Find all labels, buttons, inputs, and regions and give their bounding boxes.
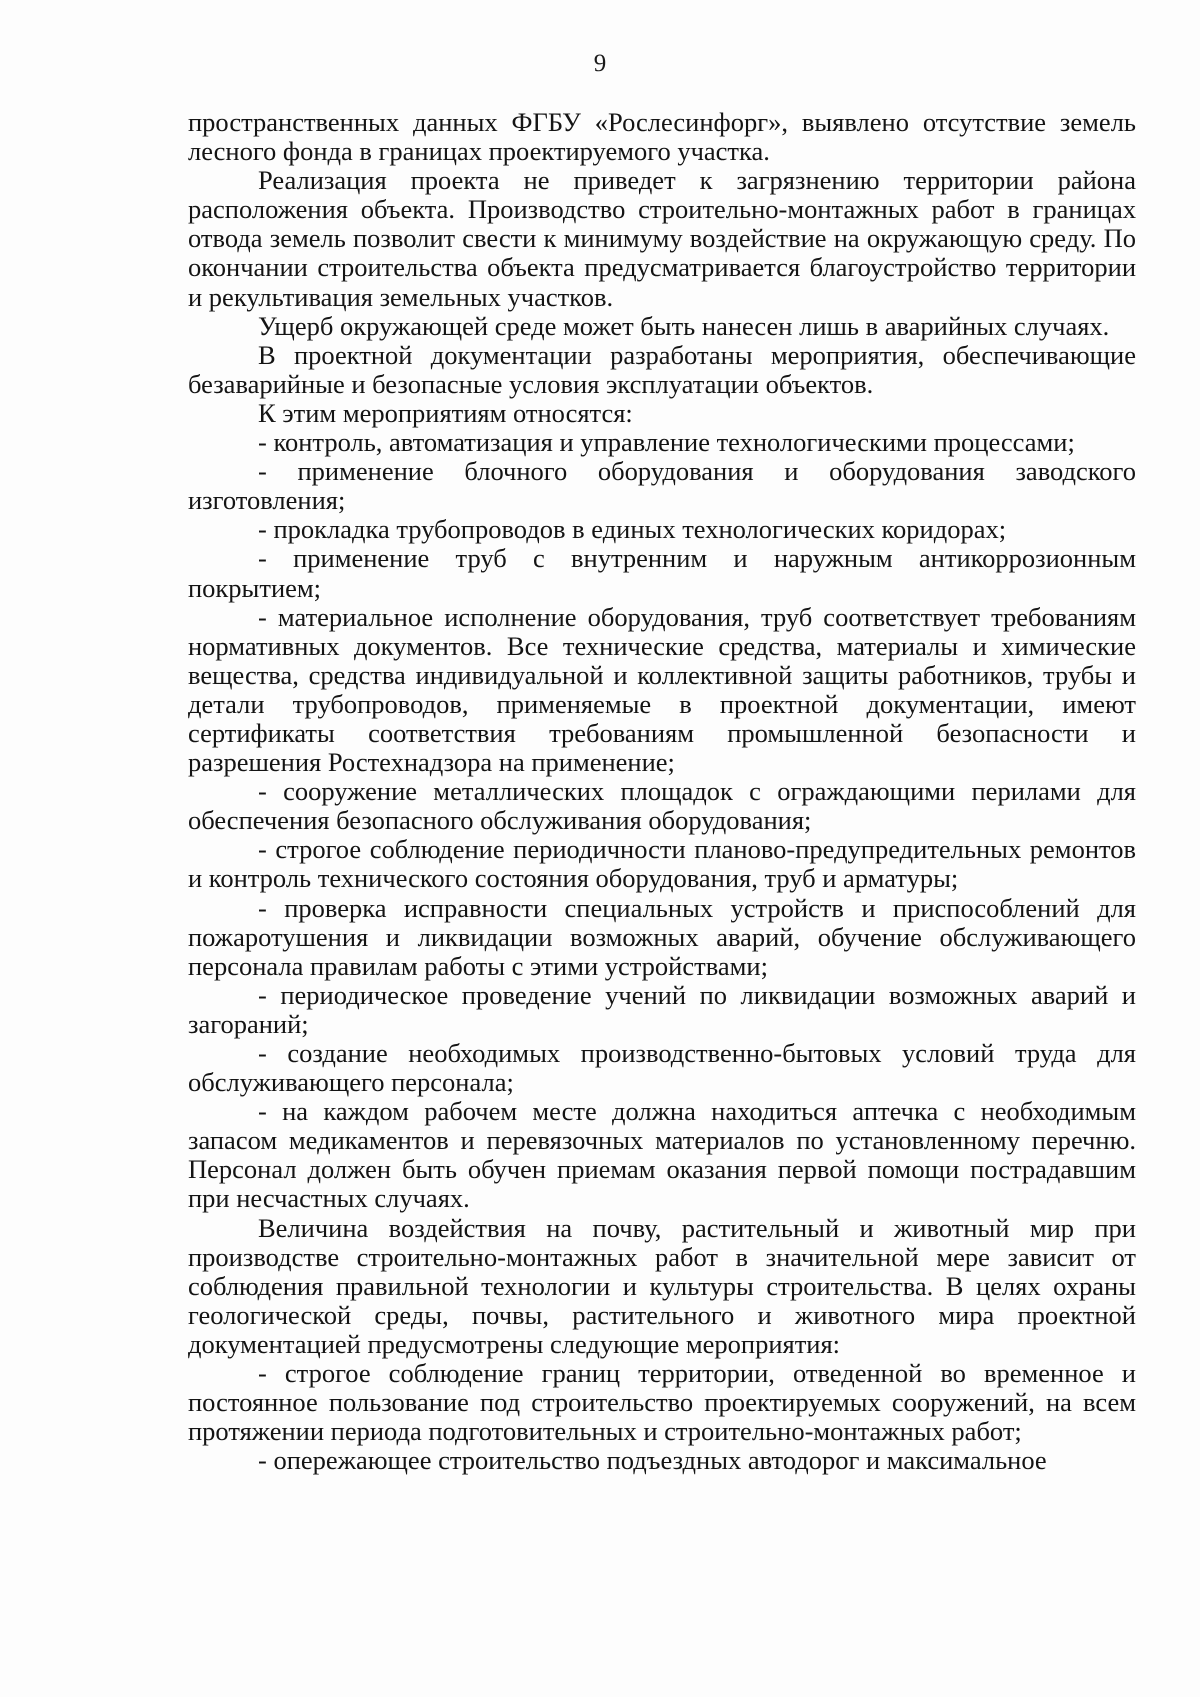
paragraph: Реализация проекта не приведет к загрязнению территории района расположения объекта. Производство строительно-монтажных работ в границах отвода земель позволит свести к минимуму воздействие на окружающую среду. По окончании строительства объекта предусматривается благоустройство территории и рекультивация земельных участков.: [188, 165, 1136, 312]
page-number: 9: [593, 50, 607, 77]
paragraph: - создание необходимых производственно-бытовых условий труда для обслуживающего персонала;: [188, 1038, 1136, 1098]
paragraph: - проверка исправности специальных устройств и приспособлений для пожаротушения и ликвидации возможных аварий, обучение обслуживающего персонала правилам работы с этими устройствами;: [188, 892, 1136, 981]
paragraph: - применение блочного оборудования и оборудования заводского изготовления;: [188, 456, 1136, 516]
paragraph: - применение труб с внутренним и наружным антикоррозионным покрытием;: [188, 543, 1136, 603]
paragraph: - строгое соблюдение границ территории, отведенной во временное и постоянное пользование под строительство проектируемых сооружений, на всем протяжении периода подготовительных и строительно-монтажных работ;: [188, 1358, 1136, 1447]
paragraph: - на каждом рабочем месте должна находиться аптечка с необходимым запасом медикаментов и перевязочных материалов по установленному перечню. Персонал должен быть обучен приемам оказания первой помощи пострадавшим при несчастных случаях.: [188, 1096, 1136, 1214]
paragraph: - периодическое проведение учений по ликвидации возможных аварий и загораний;: [188, 979, 1136, 1039]
page-body: [188, 108, 1136, 1475]
paragraph: - сооружение металлических площадок с ограждающими перилами для обеспечения безопасного обслуживания оборудования;: [188, 776, 1136, 836]
paragraph: - прокладка трубопроводов в единых технологических коридорах;: [258, 514, 1007, 545]
paragraph: пространственных данных ФГБУ «Рослесинфорг», выявлено отсутствие земель лесного фонда в границах проектируемого участка.: [188, 107, 1136, 167]
paragraph: - контроль, автоматизация и управление технологическими процессами;: [258, 427, 1075, 458]
paragraph: - строгое соблюдение периодичности планово-предупредительных ремонтов и контроль технического состояния оборудования, труб и арматуры;: [188, 834, 1136, 894]
paragraph: К этим мероприятиям относятся:: [258, 397, 633, 428]
paragraph: - материальное исполнение оборудования, труб соответствует требованиям нормативных документов. Все технические средства, материалы и химические вещества, средства индивидуальной и коллективной защиты работников, трубы и детали трубопроводов, применяемые в проектной документации, имеют сертификаты соответствия требованиям промышленной безопасности и разрешения Ростехнадзора на применение;: [188, 601, 1136, 778]
paragraph: В проектной документации разработаны мероприятия, обеспечивающие безаварийные и безопасные условия эксплуатации объектов.: [188, 339, 1136, 399]
paragraph: Величина воздействия на почву, растительный и животный мир при производстве строительно-монтажных работ в значительной мере зависит от соблюдения правильной технологии и культуры строительства. В целях охраны геологической среды, почвы, растительного и животного мира проектной документацией предусмотрены следующие мероприятия:: [188, 1212, 1136, 1359]
paragraph: Ущерб окружающей среде может быть нанесен лишь в аварийных случаях.: [258, 310, 1110, 341]
paragraph: - опережающее строительство подъездных автодорог и максимальное: [258, 1445, 1047, 1476]
